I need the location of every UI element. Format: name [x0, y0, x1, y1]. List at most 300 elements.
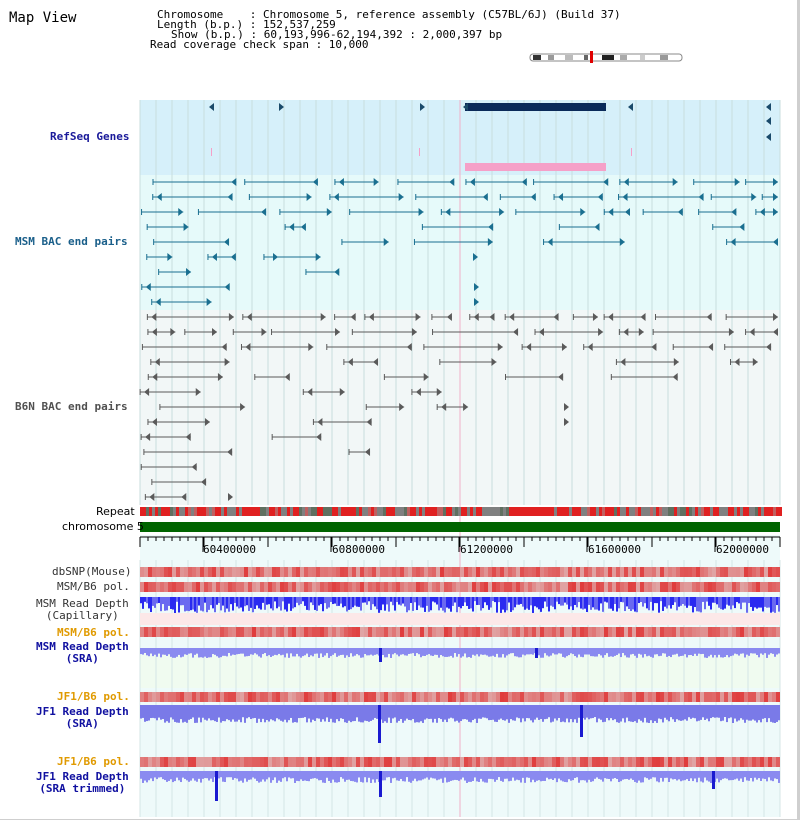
depth-bar	[400, 597, 402, 605]
pol-heat-cell	[148, 627, 152, 637]
depth-bar	[182, 771, 184, 778]
pol-heat-cell	[732, 582, 736, 592]
depth-bar	[724, 705, 726, 717]
pol-heat-cell	[216, 582, 220, 592]
pol-heat-cell	[240, 757, 244, 767]
pol-heat-cell	[192, 567, 196, 577]
repeat-segment	[620, 507, 623, 516]
repeat-segment	[674, 507, 677, 516]
pol-heat-cell	[768, 627, 772, 637]
pol-heat-cell	[556, 627, 560, 637]
depth-bar	[218, 771, 220, 778]
depth-bar	[290, 771, 292, 778]
depth-bar	[260, 771, 262, 782]
repeat-segment	[440, 507, 443, 516]
depth-bar	[400, 705, 402, 719]
depth-bar	[340, 648, 342, 655]
depth-bar	[478, 597, 480, 605]
depth-bar	[240, 597, 242, 607]
depth-bar	[252, 648, 254, 655]
pol-heat-cell	[388, 692, 392, 702]
depth-bar	[734, 597, 736, 608]
repeat-segment	[323, 507, 326, 516]
depth-bar	[304, 648, 306, 655]
depth-bar	[706, 705, 708, 719]
repeat-segment	[386, 507, 389, 516]
depth-bar	[474, 597, 476, 601]
pol-heat-cell	[712, 627, 716, 637]
depth-bar	[490, 771, 492, 779]
pol-heat-cell	[488, 627, 492, 637]
depth-bar	[564, 597, 566, 603]
depth-bar	[686, 648, 688, 657]
depth-bar	[360, 771, 362, 782]
depth-bar	[656, 597, 658, 603]
pol-heat-cell	[612, 582, 616, 592]
depth-bar	[676, 597, 678, 610]
depth-bar	[462, 648, 464, 656]
depth-bar	[654, 771, 656, 777]
pol-heat-cell	[368, 627, 372, 637]
repeat-segment	[380, 507, 383, 516]
pol-heat-cell	[448, 567, 452, 577]
depth-bar	[612, 771, 614, 779]
depth-bar	[708, 648, 710, 656]
depth-bar	[420, 597, 422, 607]
depth-bar	[406, 648, 408, 656]
depth-bar	[620, 771, 622, 781]
pol-heat-cell	[448, 692, 452, 702]
depth-bar	[700, 771, 702, 781]
depth-bar	[634, 771, 636, 782]
pol-heat-cell	[384, 757, 388, 767]
pol-heat-cell	[440, 757, 444, 767]
repeat-segment	[218, 507, 221, 516]
depth-bar	[566, 597, 568, 605]
pol-heat-cell	[716, 757, 720, 767]
pol-heat-cell	[316, 627, 320, 637]
depth-bar	[236, 705, 238, 722]
pol-heat-cell	[436, 757, 440, 767]
repeat-segment	[314, 507, 317, 516]
depth-bar	[154, 597, 156, 608]
depth-bar	[576, 705, 578, 723]
depth-bar	[252, 597, 254, 612]
pol-heat-cell	[200, 627, 204, 637]
depth-bar	[280, 705, 282, 721]
depth-bar	[314, 705, 316, 721]
depth-bar	[194, 705, 196, 723]
pol-heat-cell	[772, 567, 776, 577]
depth-bar	[198, 597, 200, 606]
depth-bar	[658, 648, 660, 656]
depth-bar	[584, 771, 586, 780]
repeat-segment	[254, 507, 257, 516]
pol-heat-cell	[356, 567, 360, 577]
depth-bar	[148, 648, 150, 656]
depth-bar	[650, 648, 652, 657]
depth-bar	[144, 705, 146, 722]
depth-bar	[740, 648, 742, 654]
pol-heat-cell	[724, 757, 728, 767]
depth-bar	[168, 705, 170, 723]
depth-bar	[688, 648, 690, 655]
depth-bar	[184, 771, 186, 779]
depth-bar	[174, 648, 176, 658]
depth-bar	[594, 705, 596, 717]
pol-heat-cell	[692, 692, 696, 702]
depth-bar	[290, 597, 292, 611]
depth-bar	[422, 597, 424, 608]
depth-bar	[242, 597, 244, 611]
repeat-segment	[191, 507, 194, 516]
pol-heat-cell	[484, 567, 488, 577]
depth-bar	[474, 771, 476, 777]
pol-heat-cell	[684, 627, 688, 637]
depth-bar	[140, 597, 142, 603]
depth-bar	[256, 597, 258, 605]
depth-bar	[440, 648, 442, 655]
depth-bar	[370, 648, 372, 655]
depth-bar	[590, 597, 592, 610]
pol-heat-cell	[336, 757, 340, 767]
depth-bar	[716, 705, 718, 717]
depth-bar	[366, 597, 368, 605]
depth-bar	[270, 705, 272, 719]
pol-heat-cell	[608, 567, 612, 577]
depth-bar	[582, 597, 584, 610]
depth-bar	[726, 648, 728, 655]
pol-heat-cell	[688, 692, 692, 702]
pol-heat-cell	[636, 757, 640, 767]
depth-bar	[684, 771, 686, 780]
depth-bar	[636, 648, 638, 658]
depth-bar	[508, 597, 510, 603]
depth-bar	[494, 597, 496, 602]
pol-heat-cell	[580, 692, 584, 702]
depth-bar	[770, 705, 772, 722]
pol-heat-cell	[360, 567, 364, 577]
pol-heat-cell	[528, 582, 532, 592]
depth-bar	[564, 648, 566, 658]
pol-heat-cell	[516, 567, 520, 577]
pol-heat-cell	[216, 757, 220, 767]
pol-heat-cell	[636, 692, 640, 702]
depth-bar	[538, 597, 540, 609]
depth-bar	[202, 648, 204, 658]
depth-bar	[754, 648, 756, 653]
pol-heat-cell	[292, 567, 296, 577]
pol-heat-cell	[520, 627, 524, 637]
pol-heat-cell	[500, 567, 504, 577]
depth-bar	[596, 597, 598, 610]
pol-heat-cell	[444, 582, 448, 592]
label-dbsnp: dbSNP(Mouse)	[52, 565, 132, 578]
depth-bar	[448, 648, 450, 657]
depth-bar	[240, 771, 242, 781]
pol-heat-cell	[668, 567, 672, 577]
depth-bar	[332, 597, 334, 604]
pol-heat-cell	[680, 582, 684, 592]
depth-bar	[582, 648, 584, 657]
depth-bar	[234, 771, 236, 778]
repeat-segment	[605, 507, 608, 516]
pol-heat-cell	[360, 627, 364, 637]
depth-bar	[546, 771, 548, 778]
depth-bar	[398, 705, 400, 721]
pol-heat-cell	[300, 582, 304, 592]
pol-heat-cell	[440, 627, 444, 637]
depth-bar	[568, 648, 570, 655]
depth-bar	[382, 597, 384, 604]
depth-bar	[364, 705, 366, 721]
depth-bar	[238, 705, 240, 720]
repeat-segment	[155, 507, 158, 516]
pol-heat-cell	[204, 692, 208, 702]
depth-bar	[736, 648, 738, 654]
depth-bar	[700, 648, 702, 654]
pol-heat-cell	[148, 692, 152, 702]
depth-bar	[154, 771, 156, 777]
depth-bar	[250, 771, 252, 779]
depth-bar	[488, 705, 490, 720]
pol-heat-cell	[592, 692, 596, 702]
pol-heat-cell	[644, 692, 648, 702]
depth-bar	[424, 771, 426, 779]
pol-heat-cell	[676, 627, 680, 637]
repeat-segment	[425, 507, 428, 516]
pol-heat-cell	[184, 757, 188, 767]
depth-bar	[270, 597, 272, 608]
pol-heat-cell	[476, 582, 480, 592]
depth-bar	[282, 771, 284, 778]
depth-bar	[664, 648, 666, 654]
depth-bar	[516, 771, 518, 780]
depth-bar	[340, 597, 342, 604]
depth-bar	[220, 648, 222, 657]
depth-bar	[524, 705, 526, 721]
depth-bar	[650, 771, 652, 779]
depth-bar	[144, 648, 146, 653]
pol-heat-cell	[620, 567, 624, 577]
depth-bar	[728, 597, 730, 606]
depth-bar	[670, 597, 672, 609]
depth-bar	[520, 705, 522, 722]
pol-heat-cell	[324, 692, 328, 702]
depth-bar	[146, 648, 148, 655]
depth-bar	[252, 771, 254, 777]
depth-bar	[712, 648, 714, 658]
depth-bar	[718, 648, 720, 655]
pol-heat-cell	[584, 627, 588, 637]
pol-heat-cell	[228, 692, 232, 702]
depth-bar	[508, 648, 510, 654]
pol-heat-cell	[552, 757, 556, 767]
repeat-segment	[764, 507, 767, 516]
depth-bar	[308, 597, 310, 610]
depth-bar	[748, 705, 750, 721]
depth-bar	[212, 597, 214, 608]
depth-bar	[296, 771, 298, 781]
depth-bar	[286, 705, 288, 722]
depth-bar	[768, 771, 770, 777]
depth-bar	[500, 648, 502, 657]
depth-bar	[766, 648, 768, 658]
depth-bar	[166, 648, 168, 656]
pol-heat-cell	[484, 582, 488, 592]
depth-bar	[352, 597, 354, 607]
depth-bar	[230, 705, 232, 722]
depth-bar	[516, 648, 518, 657]
depth-bar	[220, 597, 222, 610]
pol-heat-cell	[624, 757, 628, 767]
repeat-segment	[659, 507, 662, 516]
pol-heat-cell	[600, 757, 604, 767]
depth-bar	[488, 771, 490, 779]
depth-bar	[372, 597, 374, 604]
depth-bar	[688, 771, 690, 781]
axis-tick-label: 61200000	[460, 543, 513, 556]
depth-bar	[742, 597, 744, 603]
depth-bar	[156, 648, 158, 657]
depth-bar	[420, 648, 422, 657]
pol-heat-cell	[424, 757, 428, 767]
pol-heat-cell	[152, 692, 156, 702]
depth-bar	[224, 648, 226, 656]
pol-heat-cell	[452, 582, 456, 592]
depth-bar	[432, 705, 434, 722]
depth-bar	[444, 648, 446, 657]
repeat-segment	[497, 507, 500, 516]
pol-heat-cell	[344, 757, 348, 767]
depth-bar	[660, 771, 662, 778]
depth-bar	[306, 648, 308, 654]
pol-heat-cell	[548, 757, 552, 767]
depth-bar	[238, 597, 240, 608]
repeat-segment	[245, 507, 248, 516]
pol-heat-cell	[536, 627, 540, 637]
repeat-segment	[758, 507, 761, 516]
pol-heat-cell	[484, 692, 488, 702]
pol-heat-cell	[532, 757, 536, 767]
depth-bar	[578, 705, 580, 718]
pol-heat-cell	[744, 567, 748, 577]
repeat-segment	[662, 507, 665, 516]
depth-bar	[196, 648, 198, 654]
ideogram-band	[548, 55, 554, 60]
depth-bar	[314, 771, 316, 778]
depth-bar	[268, 705, 270, 722]
pol-heat-cell	[632, 757, 636, 767]
pol-heat-cell	[720, 757, 724, 767]
pol-heat-cell	[600, 692, 604, 702]
pol-heat-cell	[528, 757, 532, 767]
depth-bar	[232, 597, 234, 611]
pol-heat-cell	[524, 582, 528, 592]
depth-spike	[535, 648, 538, 658]
pol-heat-cell	[144, 627, 148, 637]
pol-heat-cell	[656, 627, 660, 637]
depth-bar	[408, 597, 410, 610]
pol-heat-cell	[340, 627, 344, 637]
depth-bar	[690, 597, 692, 606]
depth-bar	[234, 705, 236, 722]
repeat-segment	[755, 507, 758, 516]
repeat-segment	[200, 507, 203, 516]
pol-heat-cell	[540, 582, 544, 592]
depth-bar	[686, 705, 688, 721]
repeat-segment	[209, 507, 212, 516]
pol-heat-cell	[660, 692, 664, 702]
depth-bar	[346, 705, 348, 723]
depth-bar	[530, 648, 532, 654]
depth-bar	[518, 705, 520, 718]
depth-bar	[222, 597, 224, 606]
pol-heat-cell	[512, 627, 516, 637]
depth-bar	[768, 648, 770, 655]
depth-bar	[552, 597, 554, 607]
chromosome-bar	[140, 522, 780, 532]
depth-bar	[246, 597, 248, 605]
depth-bar	[174, 771, 176, 781]
pol-heat-cell	[264, 582, 268, 592]
repeat-segment	[353, 507, 356, 516]
depth-bar	[406, 597, 408, 612]
depth-bar	[700, 705, 702, 720]
pol-heat-cell	[440, 692, 444, 702]
depth-bar	[172, 597, 174, 610]
depth-bar	[288, 705, 290, 720]
depth-bar	[466, 705, 468, 720]
pol-heat-cell	[748, 567, 752, 577]
repeat-segment	[689, 507, 692, 516]
depth-bar	[278, 705, 280, 719]
repeat-segment	[464, 507, 467, 516]
depth-bar	[210, 648, 212, 657]
depth-bar	[188, 705, 190, 720]
depth-bar	[592, 648, 594, 656]
depth-bar	[380, 597, 382, 610]
pol-heat-cell	[480, 567, 484, 577]
depth-bar	[640, 648, 642, 655]
depth-bar	[230, 771, 232, 777]
depth-bar	[264, 705, 266, 722]
pol-heat-cell	[656, 582, 660, 592]
pol-heat-cell	[332, 567, 336, 577]
pol-heat-cell	[152, 627, 156, 637]
depth-bar	[664, 705, 666, 718]
depth-bar	[746, 771, 748, 780]
pol-heat-cell	[472, 692, 476, 702]
pol-heat-cell	[252, 692, 256, 702]
pol-heat-cell	[264, 692, 268, 702]
depth-bar	[634, 648, 636, 656]
repeat-segment	[431, 507, 434, 516]
depth-bar	[306, 705, 308, 722]
pol-heat-cell	[584, 757, 588, 767]
pol-heat-cell	[148, 567, 152, 577]
depth-bar	[552, 705, 554, 722]
depth-bar	[698, 648, 700, 654]
pol-heat-cell	[292, 757, 296, 767]
pol-heat-cell	[280, 567, 284, 577]
depth-bar	[464, 705, 466, 719]
pol-heat-cell	[332, 692, 336, 702]
repeat-segment	[752, 507, 755, 516]
depth-bar	[432, 771, 434, 778]
depth-bar	[164, 597, 166, 611]
pol-heat-cell	[200, 757, 204, 767]
